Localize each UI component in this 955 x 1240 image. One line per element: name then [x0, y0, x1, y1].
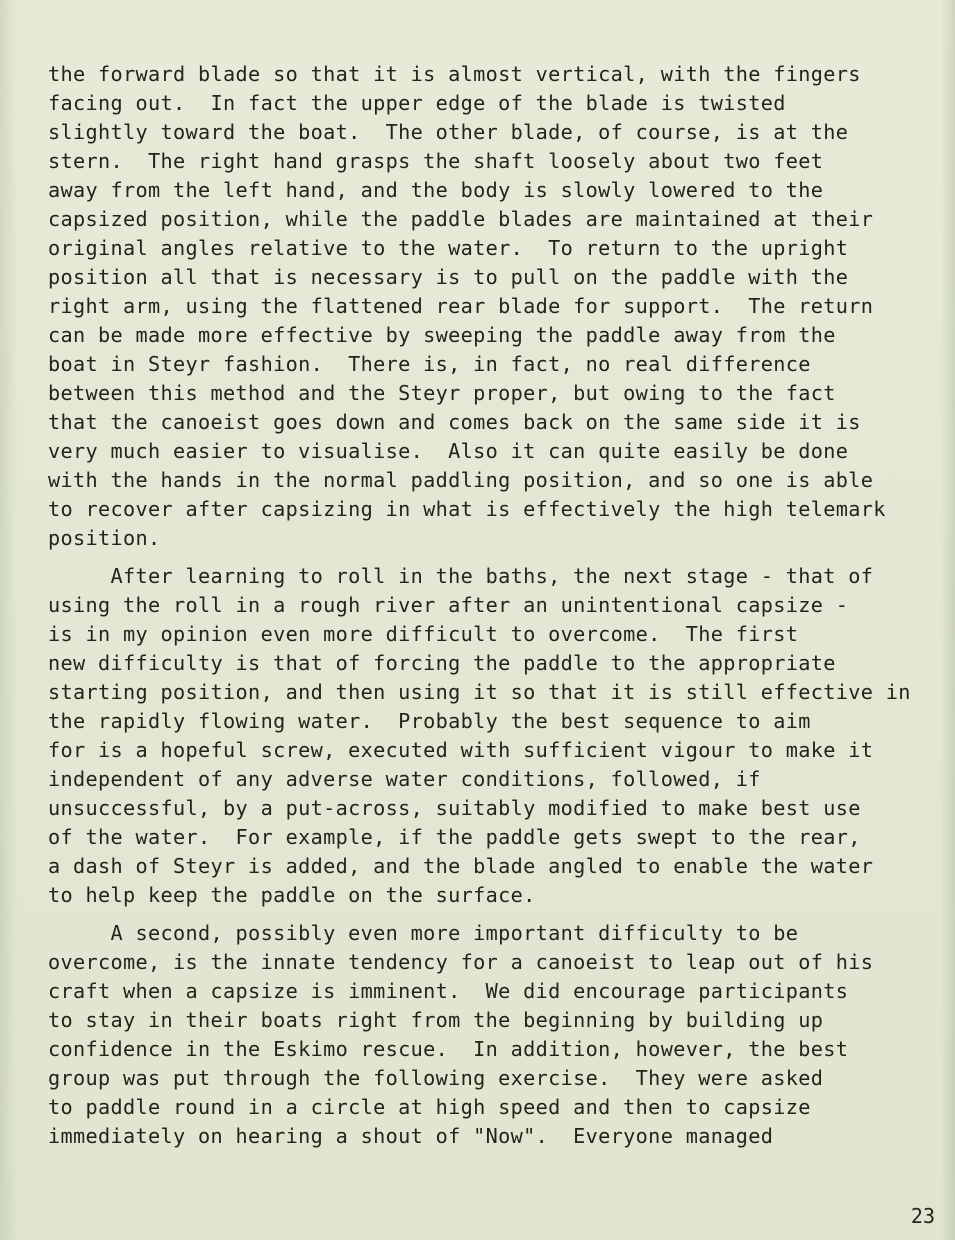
text-line: to help keep the paddle on the surface.: [48, 883, 536, 907]
text-line: with the hands in the normal paddling position, and so one is able: [48, 468, 874, 492]
paragraph: [48, 60, 928, 553]
text-line: unsuccessful, by a put-across, suitably modified to make best use: [48, 796, 861, 820]
text-line: right arm, using the flattened rear blade for support. The return: [48, 294, 874, 318]
text-line: very much easier to visualise. Also it can quite easily be done: [48, 439, 849, 463]
text-line: group was put through the following exercise. They were asked: [48, 1066, 824, 1090]
text-line: to stay in their boats right from the beginning by building up: [48, 1008, 824, 1032]
page-number: 23: [910, 1204, 935, 1228]
text-line: a dash of Steyr is added, and the blade angled to enable the water: [48, 854, 874, 878]
text-line: immediately on hearing a shout of "Now". Everyone managed: [48, 1124, 774, 1148]
text-line: can be made more effective by sweeping the paddle away from the: [48, 323, 836, 347]
text-line: for is a hopeful screw, executed with sufficient vigour to make it: [48, 738, 874, 762]
text-line: slightly toward the boat. The other blade, of course, is at the: [48, 120, 849, 144]
text-line: stern. The right hand grasps the shaft loosely about two feet: [48, 149, 824, 173]
text-line: between this method and the Steyr proper, but owing to the fact: [48, 381, 836, 405]
text-line: position.: [48, 526, 161, 550]
body-text: [48, 60, 928, 1151]
text-line: craft when a capsize is imminent. We did encourage participants: [48, 979, 849, 1003]
text-line: independent of any adverse water conditions, followed, if: [48, 767, 761, 791]
text-line: that the canoeist goes down and comes back on the same side it is: [48, 410, 861, 434]
paragraph: [48, 562, 928, 910]
text-line: away from the left hand, and the body is slowly lowered to the: [48, 178, 824, 202]
text-line: capsized position, while the paddle blades are maintained at their: [48, 207, 874, 231]
text-line: A second, possibly even more important difficulty to be: [48, 921, 799, 945]
text-line: using the roll in a rough river after an unintentional capsize -: [48, 593, 849, 617]
text-line: facing out. In fact the upper edge of the blade is twisted: [48, 91, 786, 115]
text-line: the rapidly flowing water. Probably the best sequence to aim: [48, 709, 811, 733]
paragraph-gap: [48, 910, 928, 919]
text-line: is in my opinion even more difficult to overcome. The first: [48, 622, 799, 646]
text-line: new difficulty is that of forcing the paddle to the appropriate: [48, 651, 836, 675]
text-line: starting position, and then using it so that it is still effective in: [48, 680, 911, 704]
text-line: the forward blade so that it is almost vertical, with the fingers: [48, 62, 861, 86]
text-line: boat in Steyr fashion. There is, in fact, no real difference: [48, 352, 811, 376]
paragraph-gap: [48, 553, 928, 562]
text-line: to paddle round in a circle at high speed and then to capsize: [48, 1095, 811, 1119]
text-line: confidence in the Eskimo rescue. In addition, however, the best: [48, 1037, 849, 1061]
text-line: original angles relative to the water. To return to the upright: [48, 236, 849, 260]
text-line: overcome, is the innate tendency for a canoeist to leap out of his: [48, 950, 874, 974]
text-line: of the water. For example, if the paddle gets swept to the rear,: [48, 825, 861, 849]
text-line: to recover after capsizing in what is effectively the high telemark: [48, 497, 886, 521]
text-line: position all that is necessary is to pull on the paddle with the: [48, 265, 849, 289]
paragraph: [48, 919, 928, 1151]
text-line: After learning to roll in the baths, the next stage - that of: [48, 564, 874, 588]
